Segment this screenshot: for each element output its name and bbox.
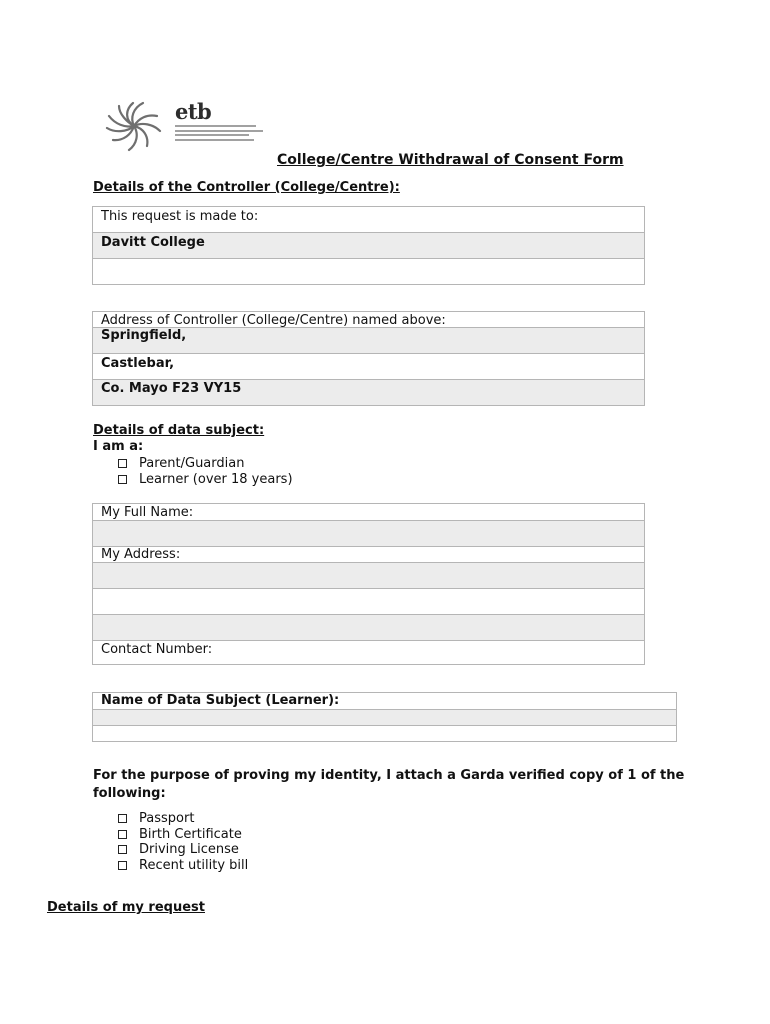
- checkbox-icon[interactable]: [118, 814, 127, 823]
- option-label: Recent utility bill: [139, 857, 249, 873]
- logo-tagline: [175, 125, 267, 143]
- my-address-field-1[interactable]: [93, 563, 644, 589]
- my-address-label: My Address:: [93, 547, 644, 563]
- controller-address-label: Address of Controller (College/Centre) named above:: [93, 312, 644, 328]
- form-title: College/Centre Withdrawal of Consent Form: [277, 152, 624, 168]
- controller-address-box: [92, 311, 645, 406]
- contact-number-label[interactable]: Contact Number:: [101, 642, 213, 657]
- swirl-logo-icon: [103, 98, 165, 154]
- controller-name-field[interactable]: Davitt College: [93, 233, 644, 259]
- request-made-to-box: [92, 206, 645, 285]
- learner-name-label: Name of Data Subject (Learner):: [93, 693, 676, 710]
- controller-address-line-1[interactable]: Springfield,: [93, 328, 644, 354]
- subject-details-box: [92, 503, 645, 665]
- subject-type-options: [118, 456, 293, 487]
- option-label: Passport: [139, 811, 195, 826]
- option-passport[interactable]: [118, 811, 248, 827]
- controller-address-line-3[interactable]: Co. Mayo F23 VY15: [93, 380, 644, 405]
- controller-heading: Details of the Controller (College/Centre):: [93, 180, 400, 195]
- checkbox-icon[interactable]: [118, 459, 127, 468]
- option-birth-certificate[interactable]: [118, 827, 248, 843]
- checkbox-icon[interactable]: [118, 475, 127, 484]
- option-label: Birth Certificate: [139, 826, 242, 842]
- option-driving-license[interactable]: [118, 842, 248, 858]
- learner-name-field-1[interactable]: [93, 710, 676, 726]
- option-label: Parent/Guardian: [139, 456, 245, 471]
- etb-logo: [103, 98, 268, 154]
- option-label: Driving License: [139, 842, 239, 857]
- learner-name-box: [92, 692, 677, 742]
- request-made-to-label: This request is made to:: [93, 207, 644, 233]
- controller-extra-field[interactable]: [93, 259, 644, 284]
- option-learner[interactable]: [118, 472, 293, 488]
- data-subject-heading: Details of data subject:: [93, 423, 265, 438]
- request-details-heading: Details of my request: [47, 900, 205, 915]
- checkbox-icon[interactable]: [118, 845, 127, 854]
- option-parent-guardian[interactable]: [118, 456, 293, 472]
- option-label: Learner (over 18 years): [139, 471, 293, 487]
- i-am-label: I am a:: [93, 439, 144, 454]
- checkbox-icon[interactable]: [118, 830, 127, 839]
- full-name-field[interactable]: [93, 521, 644, 547]
- learner-name-field-2[interactable]: [93, 726, 676, 741]
- logo-wordmark: etb: [175, 99, 212, 124]
- full-name-label: My Full Name:: [93, 504, 644, 521]
- checkbox-icon[interactable]: [118, 861, 127, 870]
- controller-address-line-2[interactable]: Castlebar,: [93, 354, 644, 380]
- identity-document-options: [118, 811, 248, 873]
- my-address-field-3[interactable]: [93, 615, 644, 641]
- my-address-field-2[interactable]: [93, 589, 644, 615]
- identity-instruction: For the purpose of proving my identity, I attach a Garda verified copy of 1 of the following:: [93, 768, 685, 801]
- option-utility-bill[interactable]: [118, 858, 248, 874]
